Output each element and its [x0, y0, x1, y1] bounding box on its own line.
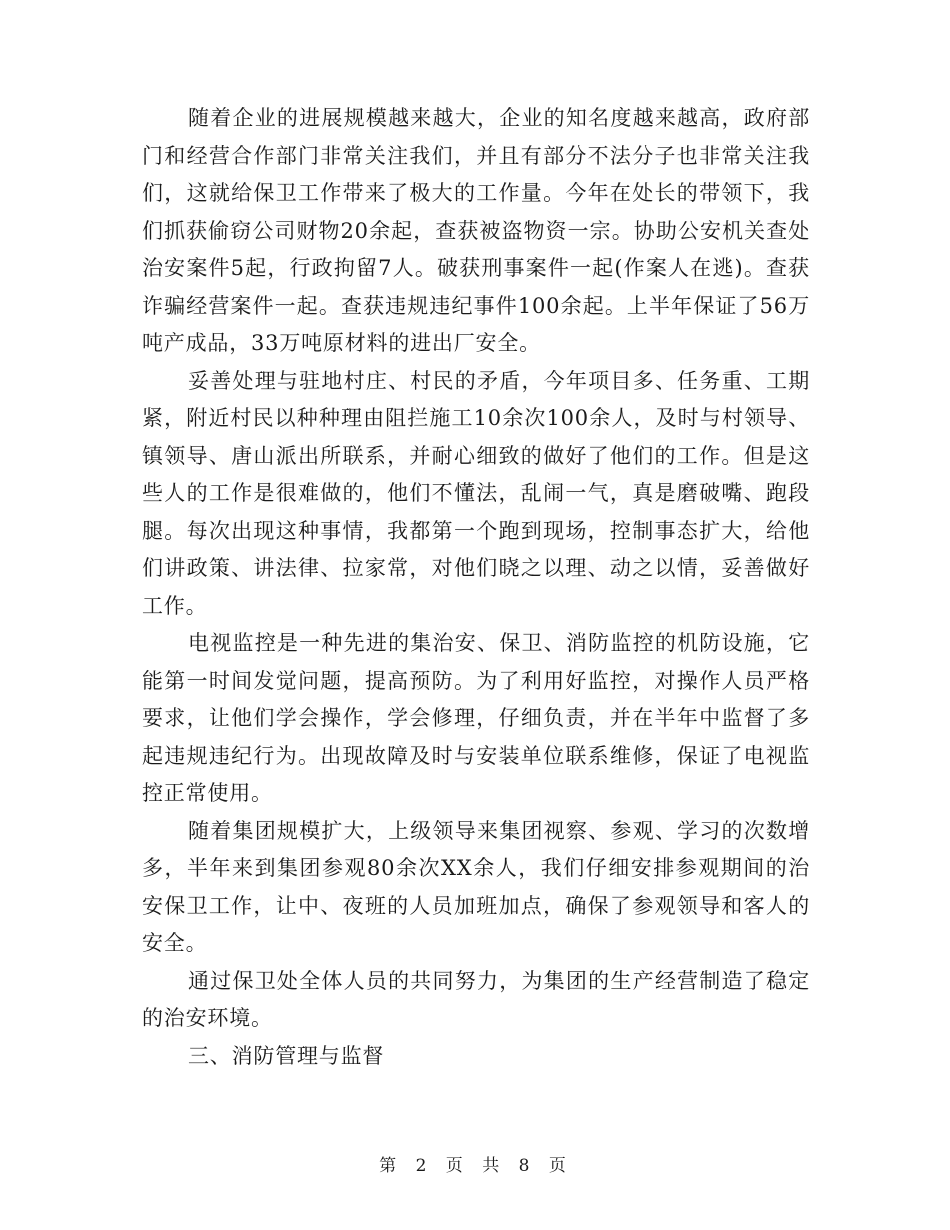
page-number-footer: 第 2 页 共 8 页	[379, 1156, 571, 1176]
section-heading-fire-management: 三、消防管理与监督	[188, 1043, 385, 1068]
document-body	[142, 100, 810, 1075]
paragraph-visits-security: 随着集团规模扩大，上级领导来集团视察、参观、学习的次数增多，半年来到集团参观80余次XX余人，我们仔细安排参观期间的治安保卫工作，让中、夜班的人员加班加点，确保了参观领导和客人的安全。	[142, 818, 810, 955]
paragraph-summary: 通过保卫处全体人员的共同努力，为集团的生产经营制造了稳定的治安环境。	[142, 968, 810, 1030]
paragraph-video-monitoring: 电视监控是一种先进的集治安、保卫、消防监控的机防设施，它能第一时间发觉问题，提高预防。为了利用好监控，对操作人员严格要求，让他们学会操作，学会修理，仔细负责，并在半年中监督了多起违规违纪行为。出现故障及时与安装单位联系维修，保证了电视监控正常使用。	[142, 631, 810, 805]
paragraph-security-workload: 随着企业的进展规模越来越大，企业的知名度越来越高，政府部门和经营合作部门非常关注我们，并且有部分不法分子也非常关注我们，这就给保卫工作带来了极大的工作量。今年在处长的带领下，我们抓获偷窃公司财物20余起，查获被盗物资一宗。协助公安机关查处治安案件5起，行政拘留7人。破获刑事案件一起(作案人在逃)。查获诈骗经营案件一起。查获违规违纪事件100余起。上半年保证了56万吨产成品，33万吨原材料的进出厂安全。	[142, 106, 810, 355]
paragraph-village-relations: 妥善处理与驻地村庄、村民的矛盾，今年项目多、任务重、工期紧，附近村民以种种理由阻拦施工10余次100余人，及时与村领导、镇领导、唐山派出所联系，并耐心细致的做好了他们的工作。但是这些人的工作是很难做的，他们不懂法，乱闹一气，真是磨破嘴、跑段腿。每次出现这种事情，我都第一个跑到现场，控制事态扩大，给他们讲政策、讲法律、拉家常，对他们晓之以理、动之以情，妥善做好工作。	[142, 368, 810, 618]
